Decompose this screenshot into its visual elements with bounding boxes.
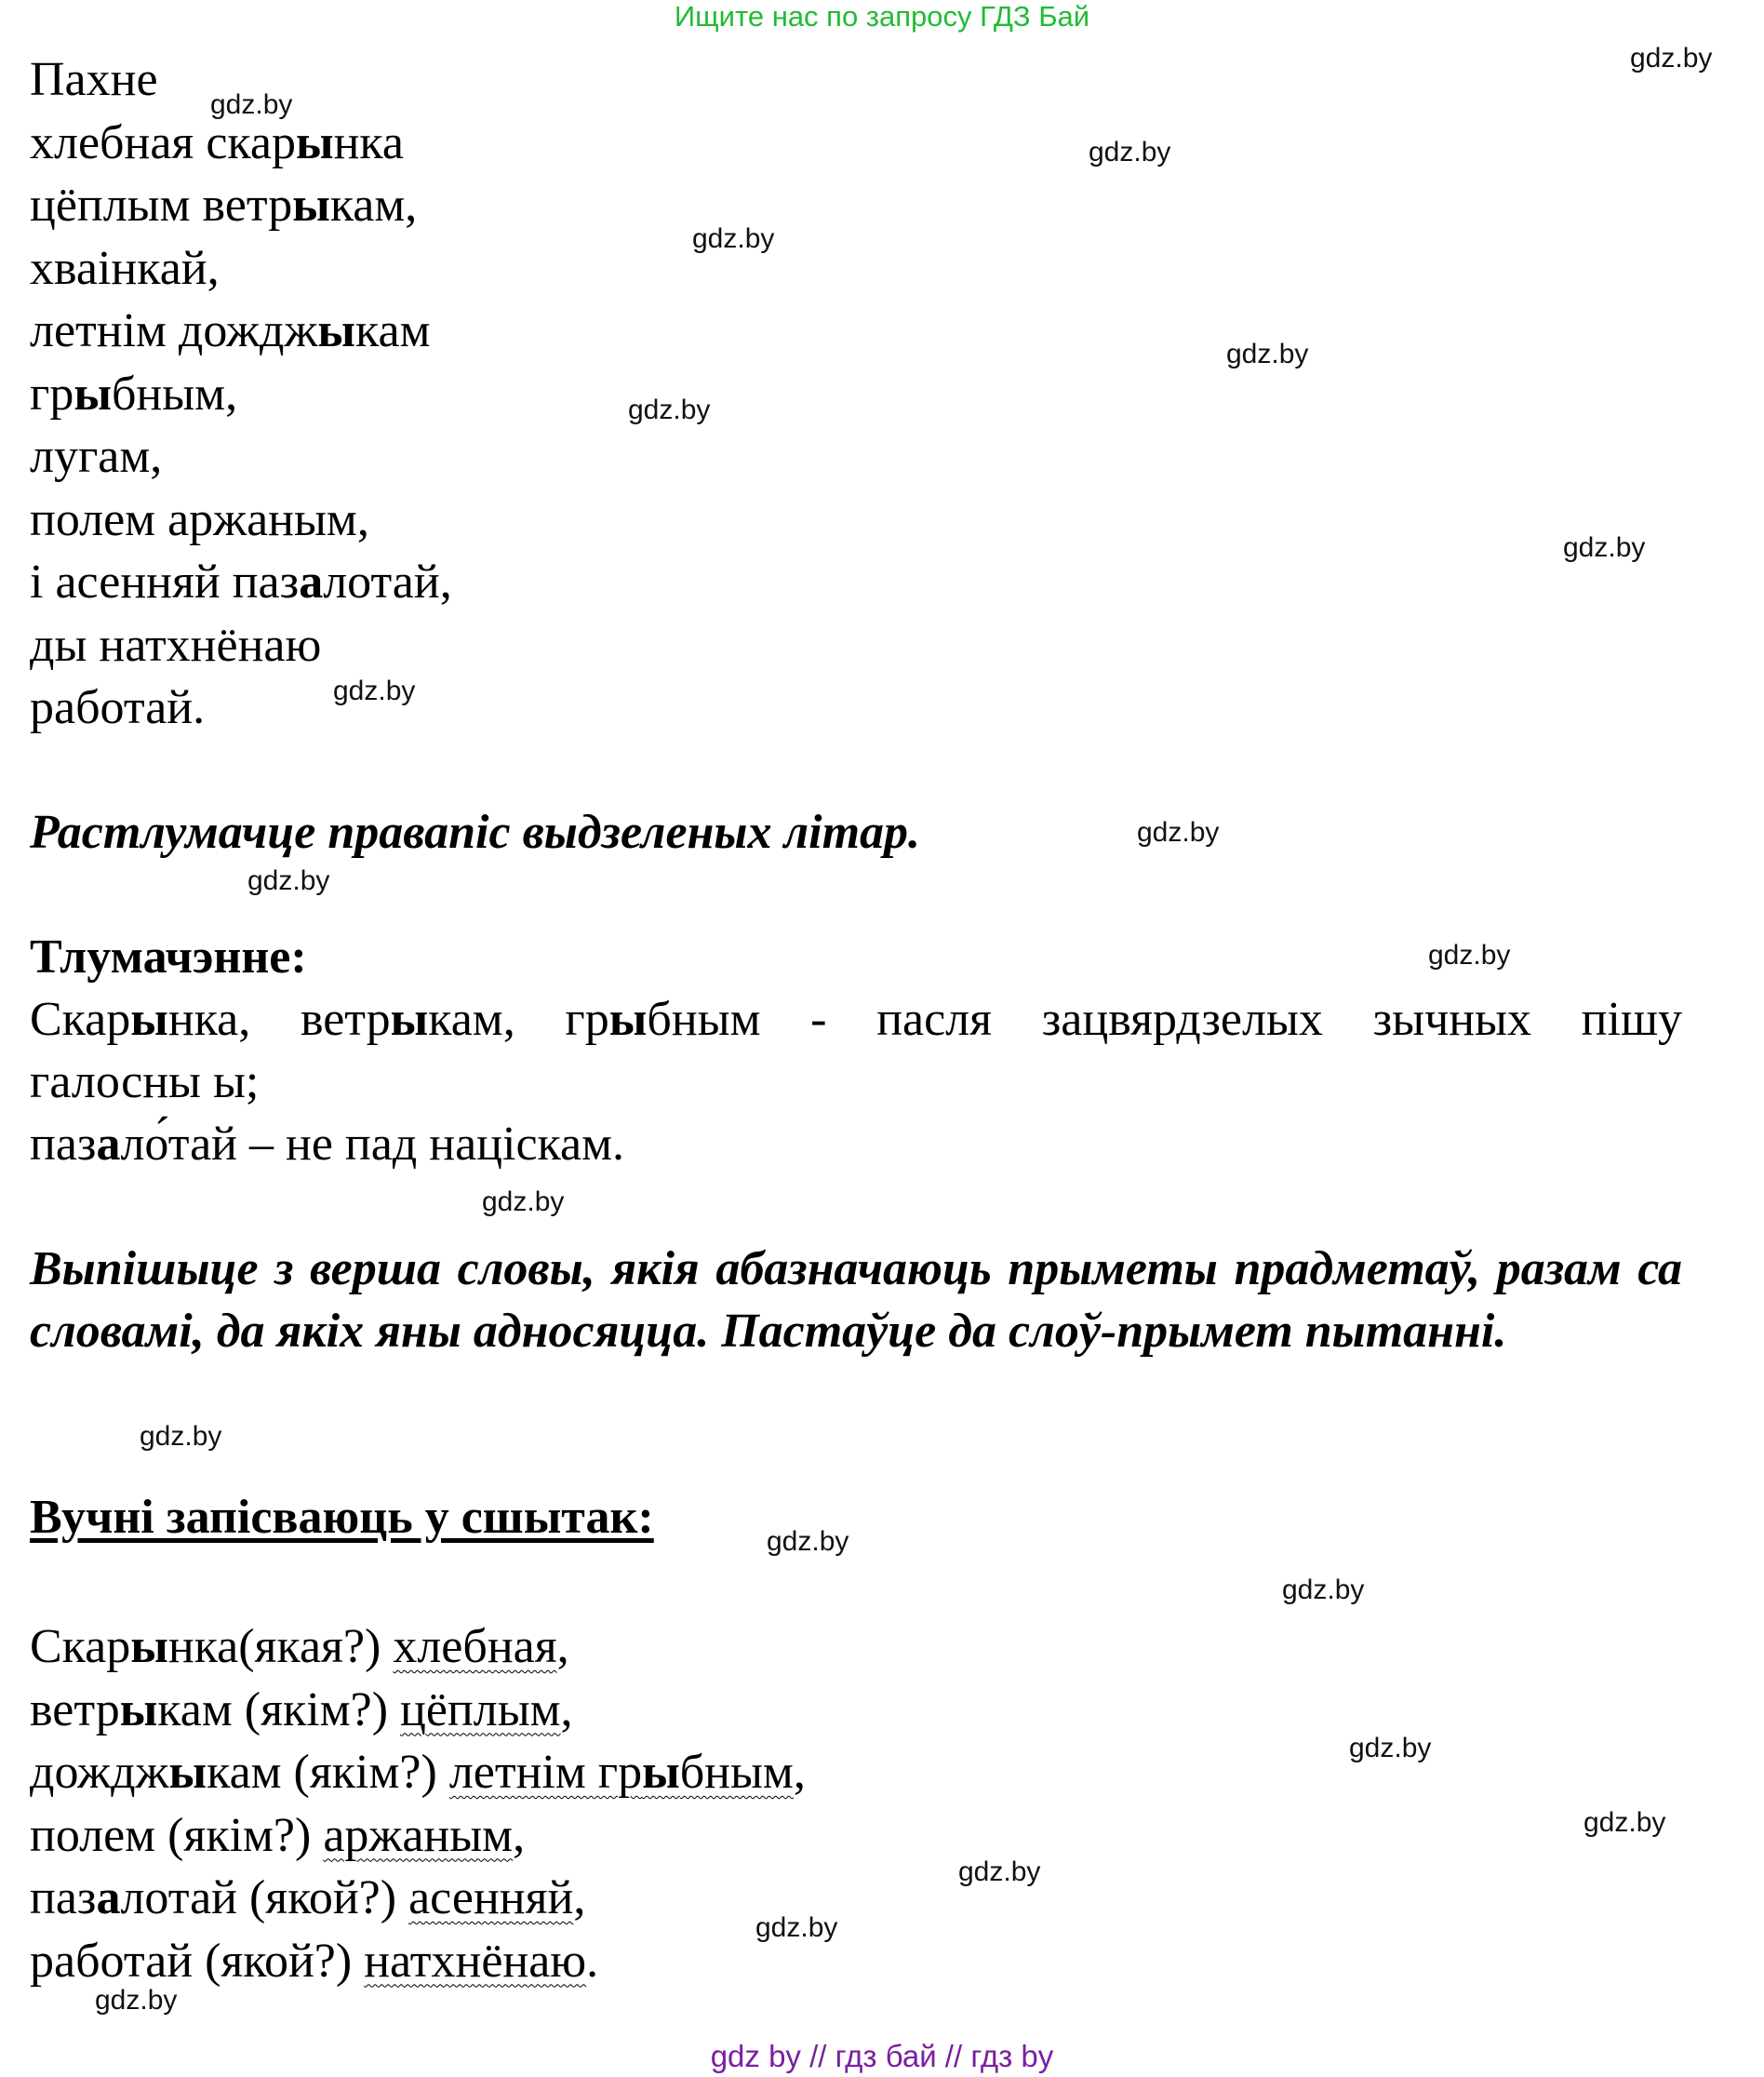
watermark: gdz.by [1089,137,1171,168]
answer-line [30,1867,806,1930]
explanation-line [30,1113,624,1175]
watermark: gdz.by [1428,940,1511,971]
answer-fragment: цёплым [400,1682,561,1736]
poem-fragment: хлебная скар [30,115,296,169]
answer-fragment: летнім гр [448,1746,643,1799]
watermark: gdz.by [247,865,330,896]
poem-fragment: нка [333,115,404,169]
poem-fragment: а [299,556,324,609]
poem-fragment: ды натхнёнаю [30,618,322,672]
poem-fragment: работай. [30,681,206,734]
poem-fragment: лугам, [30,430,163,483]
task-write-out-words: Выпішыце з верша словы, якія абазначаюць прыметы прадметаў, разам са словамі, да якіх яны адносяцца. Пастаўце да слоў-прымет пытанні. [30,1242,1682,1358]
explanation-fragment: ы [130,993,168,1046]
watermark: gdz.by [628,395,711,425]
watermark: gdz.by [692,223,775,254]
poem-fragment: і асенняй паз [30,556,300,609]
explanation-fragment: бным - пасля зацвярдзелых зычных пішу [647,993,1683,1046]
answer-fragment: нка(якая?) [167,1620,394,1673]
poem-line [30,112,452,175]
poem-fragment: цёплым ветр [30,179,293,232]
poem-line [30,425,452,489]
explanation-fragment: Скар [30,993,131,1046]
answer-fragment: работай (якой?) [30,1934,365,1988]
watermark: gdz.by [1584,1807,1666,1838]
answer-fragment: ы [130,1620,168,1673]
poem-fragment: полем аржаным, [30,492,369,546]
poem-fragment: ы [317,304,356,357]
poem-line [30,237,452,301]
answer-fragment: хлебная [393,1620,557,1673]
poem-fragment: ы [292,179,330,232]
explanation-heading: Тлумачэнне: [30,931,307,984]
answer-fragment: ы [168,1746,207,1799]
answer-line [30,1741,806,1804]
answer-fragment: асенняй [408,1871,574,1924]
answer-fragment: дождж [30,1746,169,1799]
poem-fragment: бным, [111,367,238,421]
poem-line [30,614,452,677]
answer-fragment: , [560,1682,573,1736]
answer-fragment: , [793,1746,806,1799]
answer-fragment: аржаным [323,1808,514,1862]
explanation-fragment: ло́тай – не пад націскам. [120,1118,624,1171]
answer-fragment: паз [30,1871,97,1924]
poem-line [30,489,452,552]
poem-fragment: хваінкай, [30,241,220,295]
top-banner[interactable]: Ищите нас по запросу ГДЗ Бай [674,0,1090,33]
watermark: gdz.by [1563,532,1646,563]
explanation-fragment: а [96,1118,121,1171]
answer-fragment: кам (якім?) [207,1746,449,1799]
explanation-fragment: ы [608,993,648,1046]
poem-fragment: гр [30,367,74,421]
watermark: gdz.by [210,89,293,120]
answer-fragment: а [96,1871,121,1924]
watermark: gdz.by [1630,43,1713,74]
task-explain-spelling: Растлумачце правапіс выдзеленых літар. [30,806,921,859]
poem-line [30,48,452,112]
watermark: gdz.by [755,1912,838,1943]
answer-fragment: полем (якім?) [30,1808,324,1862]
answer-line [30,1615,806,1679]
answer-fragment: . [586,1934,599,1988]
answer-fragment: ы [119,1682,158,1736]
watermark: gdz.by [1137,817,1220,848]
poem-fragment: кам [355,304,431,357]
watermark: gdz.by [958,1856,1041,1887]
watermark: gdz.by [1349,1733,1432,1763]
poem-fragment: ы [295,115,334,169]
answers-list [30,1615,806,1992]
poem-fragment: ы [74,367,112,421]
poem-fragment: Пахне [30,53,158,106]
watermark: gdz.by [1226,339,1309,369]
poem-fragment: летнім дождж [30,304,318,357]
watermark: gdz.by [482,1186,565,1217]
answer-line [30,1679,806,1742]
poem [30,48,452,740]
answer-fragment: ы [642,1746,680,1799]
watermark: gdz.by [1282,1574,1365,1605]
poem-line [30,363,452,426]
watermark: gdz.by [140,1421,222,1452]
answer-fragment: , [573,1871,586,1924]
watermark: gdz.by [767,1526,849,1557]
poem-fragment: лотай, [323,556,452,609]
answer-line [30,1804,806,1868]
poem-line [30,551,452,614]
answer-fragment: ветр [30,1682,120,1736]
answer-fragment: лотай (якой?) [120,1871,409,1924]
explanation-fragment: паз [30,1118,97,1171]
watermark: gdz.by [333,676,416,706]
poem-line [30,174,452,237]
answer-fragment: , [513,1808,526,1862]
explanation-fragment: кам, гр [428,993,609,1046]
answer-fragment: Скар [30,1620,131,1673]
answer-fragment: кам (якім?) [157,1682,401,1736]
footer-links[interactable]: gdz by // гдз бай // гдз by [710,2039,1054,2073]
answer-fragment: натхнёнаю [364,1934,587,1988]
poem-line [30,677,452,740]
answer-fragment: , [556,1620,569,1673]
explanation-line: галосны ы; [30,1055,260,1108]
watermark: gdz.by [95,1985,178,2016]
explanation-fragment: нка, ветр [167,993,391,1046]
poem-line [30,300,452,363]
explanation-line [30,988,1682,1051]
explanation-fragment: ы [390,993,429,1046]
answer-line [30,1930,806,1993]
poem-fragment: кам, [329,179,418,232]
notebook-heading: Вучні запісваюць у сшытак: [30,1491,654,1544]
answer-fragment: бным [679,1746,794,1799]
